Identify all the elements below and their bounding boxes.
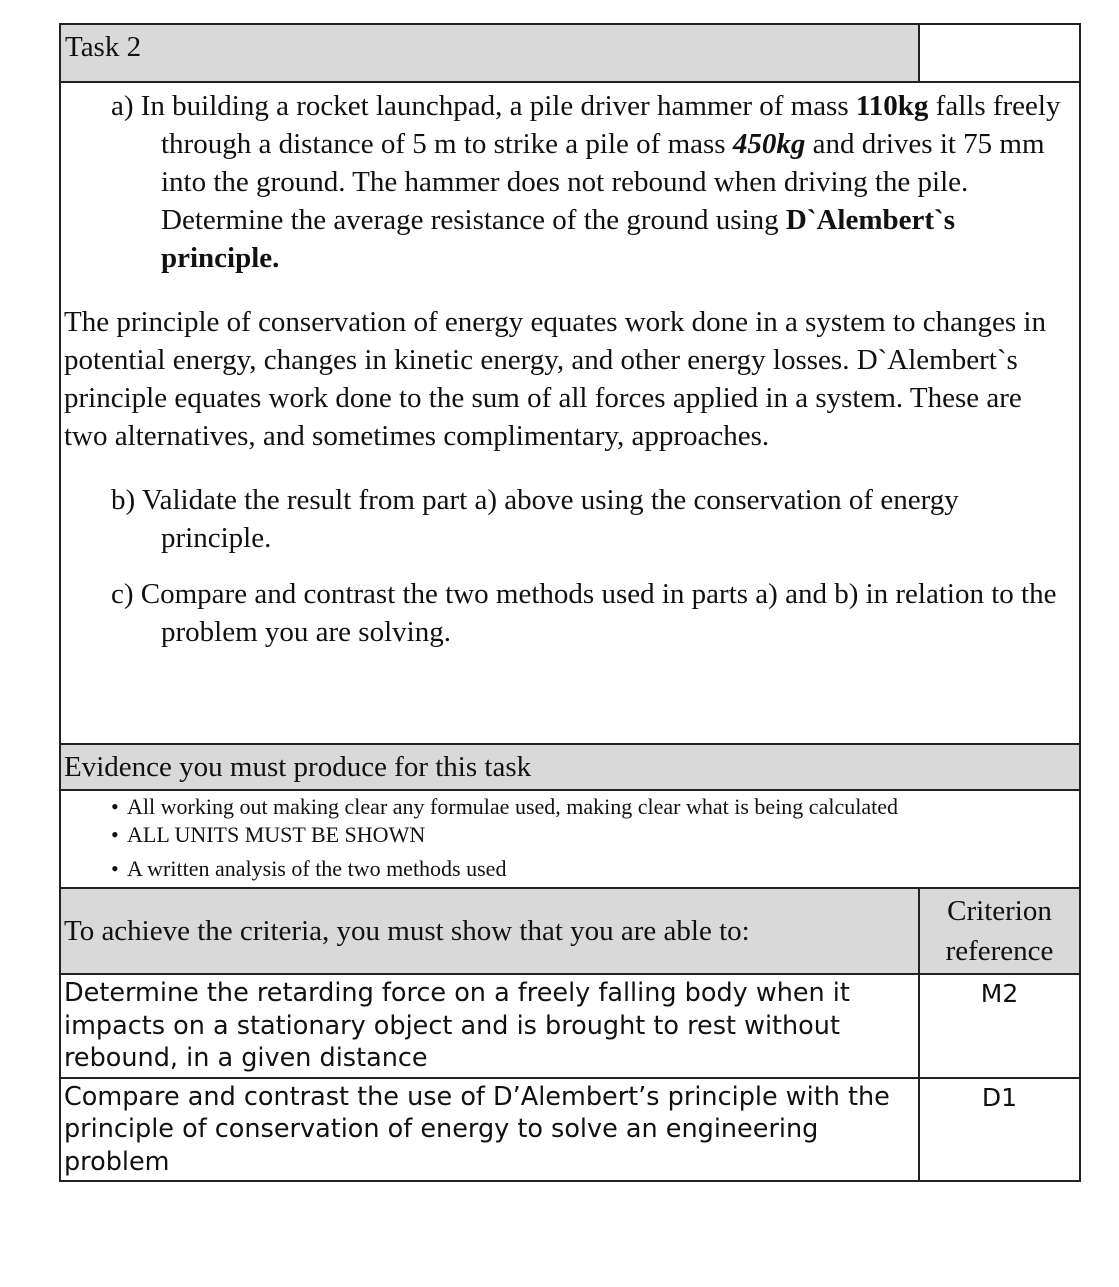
criterion-reference-line1: Criterion <box>947 895 1052 927</box>
criterion-reference-line2: reference <box>945 935 1054 967</box>
criterion-text: Compare and contrast the use of D’Alembert’s principle with the principle of conservation of energy to solve an engineering problem <box>60 1078 919 1182</box>
evidence-heading: Evidence you must produce for this task <box>60 744 1080 790</box>
task-title: Task 2 <box>60 24 919 82</box>
question-a <box>61 87 1079 277</box>
hammer-mass: 110kg <box>855 90 929 122</box>
task-table <box>59 23 1081 1182</box>
criteria-row <box>60 1078 1080 1182</box>
criterion-code: D1 <box>919 1078 1080 1182</box>
question-a-suffix: and drives it 75 mm into the ground. The hammer does not rebound when driving the pile. Determine the average resistance of the ground using <box>161 128 1045 236</box>
intro-paragraph: The principle of conservation of energy equates work done in a system to changes in potential energy, changes in kinetic energy, and other energy losses. D`Alembert`s principle equates work done to the sum of all forces applied in a system. These are two alternatives, and sometimes complimentary, approaches. <box>64 306 1046 452</box>
evidence-item: • A written analysis of the two methods used <box>111 855 1079 883</box>
principle-name: D`Alembert`s principle. <box>161 204 955 274</box>
question-a-mid: falls freely through a distance of 5 m to strike a pile of mass <box>161 90 1061 160</box>
evidence-list <box>61 791 1079 887</box>
evidence-list-row <box>60 790 1080 888</box>
criteria-heading: To achieve the criteria, you must show that you are able to: <box>60 888 919 974</box>
evidence-item: • All working out making clear any formulae used, making clear what is being calculated <box>111 793 1079 821</box>
criterion-code: M2 <box>919 974 1080 1078</box>
question-a-prefix: a) In building a rocket launchpad, a pile driver hammer of mass <box>111 90 856 122</box>
criteria-row <box>60 974 1080 1078</box>
evidence-item: • ALL UNITS MUST BE SHOWN <box>111 821 1079 849</box>
task-body <box>60 82 1080 744</box>
criterion-reference-heading <box>919 888 1080 974</box>
evidence-header-row <box>60 744 1080 790</box>
criterion-text: Determine the retarding force on a freely falling body when it impacts on a stationary object and is brought to rest without rebound, in a given distance <box>60 974 919 1078</box>
evidence-cell <box>60 790 1080 888</box>
task-header-blank <box>919 24 1080 82</box>
question-b: b) Validate the result from part a) above using the conservation of energy principle. <box>111 484 959 554</box>
task-body-row <box>60 82 1080 744</box>
criteria-header-row <box>60 888 1080 974</box>
pile-mass: 450kg <box>732 128 806 160</box>
question-c: c) Compare and contrast the two methods used in parts a) and b) in relation to the problem you are solving. <box>111 578 1057 648</box>
task-header-row <box>60 24 1080 82</box>
